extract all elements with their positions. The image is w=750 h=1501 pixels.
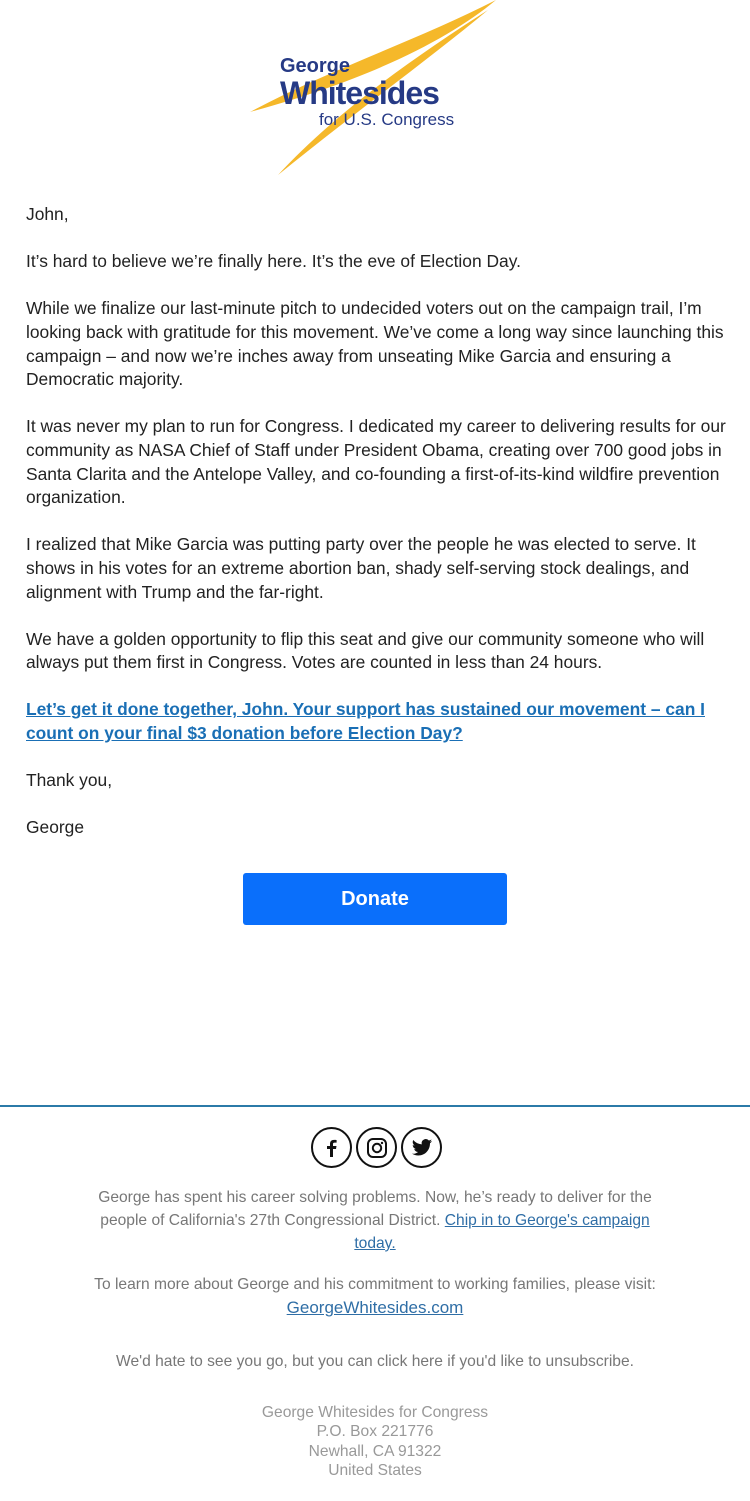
footer-divider xyxy=(0,1105,750,1107)
address-country: United States xyxy=(328,1461,422,1479)
social-links xyxy=(311,1127,442,1168)
logo-line2: Whitesides xyxy=(280,75,439,111)
donate-button[interactable]: Donate xyxy=(243,873,507,925)
email-body xyxy=(26,203,726,864)
address-city: Newhall, CA 91322 xyxy=(308,1442,442,1460)
paragraph: It’s hard to believe we’re finally here. It’s the eve of Election Day. xyxy=(26,251,521,272)
unsubscribe-text[interactable]: We'd hate to see you go, but you can click here if you'd like to unsubscribe. xyxy=(116,1353,634,1370)
campaign-logo xyxy=(248,0,498,180)
paragraph: While we finalize our last-minute pitch to undecided voters out on the campaign trail, I’m looking back with gratitude for this movement. We’ve come a long way since launching this campaign – and now we’re inches away from unseating Mike Garcia and ensuring a Democratic majority. xyxy=(26,298,724,390)
mailing-address xyxy=(0,1403,750,1480)
greeting: John, xyxy=(26,204,69,224)
facebook-icon[interactable] xyxy=(311,1127,352,1168)
footer-about: George has spent his career solving problems. Now, he’s ready to deliver for the people of California's 27th Congressional District. xyxy=(98,1189,652,1229)
instagram-icon[interactable] xyxy=(356,1127,397,1168)
twitter-icon[interactable] xyxy=(401,1127,442,1168)
closing: Thank you, xyxy=(26,770,113,791)
logo-line3: for U.S. Congress xyxy=(319,110,455,129)
paragraph: We have a golden opportunity to flip this seat and give our community someone who will always put them first in Congress. Votes are counted in less than 24 hours. xyxy=(26,628,705,673)
paragraph: It was never my plan to run for Congress. I dedicated my career to delivering results for our community as NASA Chief of Staff under President Obama, creating over 700 good jobs in Santa Clarita and the Antelope Valley, and co-founding a first-of-its-kind wildfire prevention organization. xyxy=(26,416,726,508)
footer-learn-more: To learn more about George and his commitment to working families, please visit: xyxy=(94,1276,656,1293)
donation-ask-link[interactable]: Let’s get it done together, John. Your support has sustained our movement – can I count on your final $3 donation before Election Day? xyxy=(26,699,705,744)
paragraph: I realized that Mike Garcia was putting party over the people he was elected to serve. It shows in his votes for an extreme abortion ban, shady self-serving stock dealings, and alignment with Trump and the far-right. xyxy=(26,534,696,602)
logo-line1: George xyxy=(280,55,351,77)
website-link[interactable]: GeorgeWhitesides.com xyxy=(286,1298,464,1317)
footer xyxy=(80,1186,670,1391)
signature: George xyxy=(26,817,85,838)
address-po: P.O. Box 221776 xyxy=(316,1423,434,1441)
chip-in-link[interactable]: Chip in to George's campaign today. xyxy=(354,1212,650,1252)
address-org: George Whitesides for Congress xyxy=(261,1404,489,1421)
